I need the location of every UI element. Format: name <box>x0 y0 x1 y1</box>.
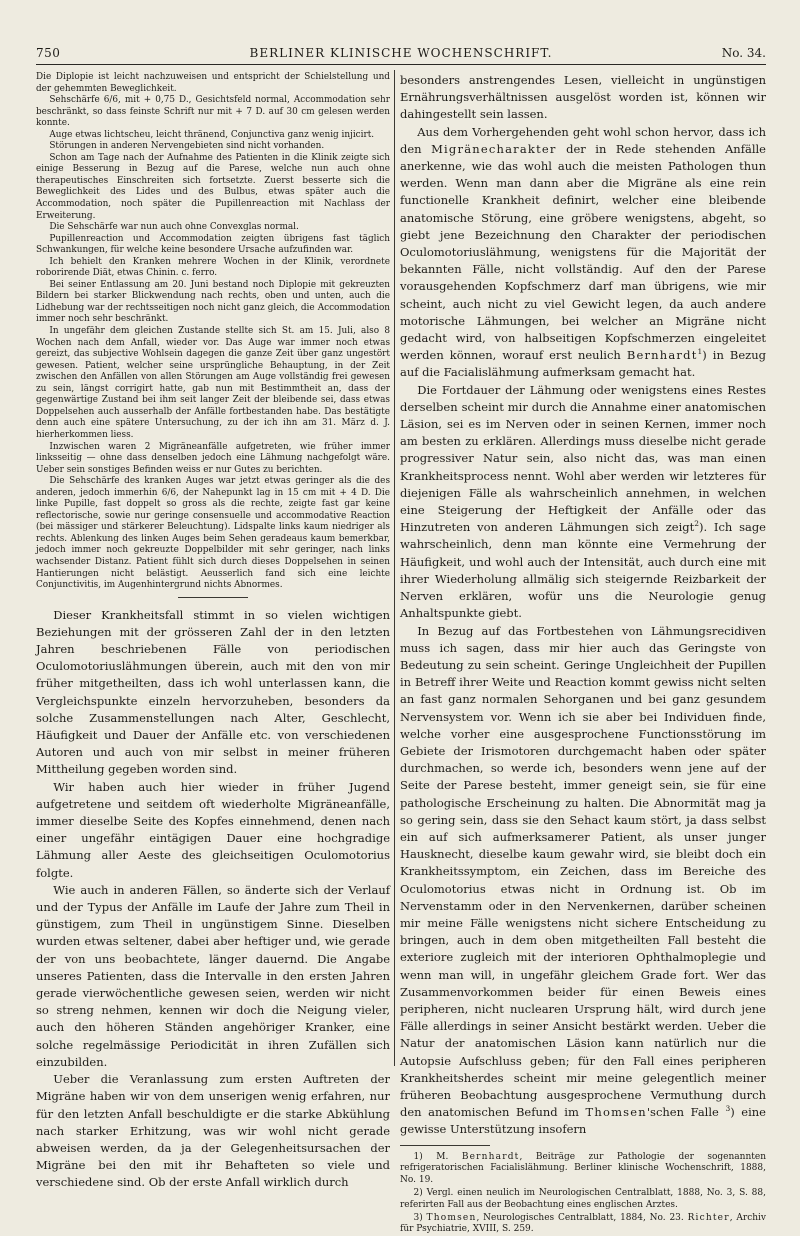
case-paragraph: Die Sehschärfe war nun auch ohne Convexglas normal. <box>49 222 299 233</box>
right-column <box>400 72 766 1236</box>
text-run: ). Ich sage wahrscheinlich, denn man könnte eine Vermehrung der Häufigkeit, und wohl auch der Intensität, auch durch eine mit ihrer Wiederholung allmälig sich steigernde Reizbarkeit der Nerven erklären, wofür uns die Neurologie genug Anhaltspunkte giebt. <box>400 520 766 621</box>
page-number: 750 <box>36 46 61 60</box>
body-paragraph: Dieser Krankheitsfall stimmt in so vielen wichtigen Beziehungen mit der grösseren Zahl der in den letzten Jahren beschriebenen Fälle von periodischen Oculomotoriuslähmungen überein, auch mit den von mir früher mitgetheilten, dass ich wohl unterlassen kann, die Vergleichspunkte einzeln hervorzuheben, besonders da solche Zusammenstellungen nach Alter, Geschlecht, Häufigkeit und Dauer der Anfälle etc. von verschiedenen Autoren und auch von mir selbst in meiner früheren Mittheilung gegeben worden sind. <box>36 607 390 777</box>
author-name: Richter <box>687 1212 730 1223</box>
running-header <box>36 42 766 65</box>
body-paragraph <box>400 623 766 1139</box>
text-run: , Archiv für Psychiatrie, XVIII, S. 259. <box>400 1212 766 1235</box>
case-paragraph: Pupillenreaction und Accommodation zeigten übrigens fast täglich Schwankungen, für welche keine besondere Ursache aufzufinden war. <box>36 233 390 256</box>
spaced-term: Migränecharakter <box>431 141 557 156</box>
case-paragraph: Störungen in anderen Nervengebieten sind nicht vorhanden. <box>49 141 325 152</box>
footnote <box>400 1152 766 1187</box>
author-name: Thomsen <box>585 1105 647 1120</box>
section-rule <box>178 597 248 598</box>
case-paragraph: Die Diplopie ist leicht nachzuweisen und entspricht der Schielstellung und der gehemmten Beweglichkeit. <box>36 72 390 94</box>
case-paragraph: Sehschärfe 6/6, mit + 0,75 D., Gesichtsfeld normal, Accommodation sehr beschränkt, so dass feinste Schrift nur mit + 7 D. auf 30 cm gelesen werden konnte. <box>36 95 390 129</box>
text-run: 3) <box>413 1212 427 1223</box>
text-run: , Neurologisches Centralblatt, 1884, No. 23. <box>476 1212 688 1223</box>
text-run: In Bezug auf das Fortbestehen von Lähmungsrecidiven muss ich sagen, dass mir hier auch das Geringste von Bedeutung zu sein scheint. Geringe Ungleichheit der Pupillen in Betreff ihrer Weite und Reaction kommt gewiss nicht selten an fast ganz normalen Sehorganen und bei ganz gesundem Nervensystem vor. Wenn ich sie aber bei Individuen finde, welche vorher eine ausgesprochene Functionsstörung im Gebiete der Irismotoren durchgemacht haben oder später durchmachen, so werde ich, besonders wenn jene auf der Seite der Parese besteht, immer geneigt sein, sie für eine pathologische Erscheinung zu halten. Die Abnormität mag ja so gering sein, dass sie den Sehact kaum stört, ja dass selbst ein auf sich aufmerksamerer Patient, als unser junger Hausknecht, dieselbe kaum gewahr wird, sie bleibt doch ein Krankheitssymptom, ein Zeichen, dass im Bereiche des Oculomotorius etwas nicht in Ordnung ist. Ob im Nervenstamm oder in den Nervenkernen, darüber scheinen mir meine Fälle wenigstens nicht sichere Entscheidung zu bringen, auch in dem oben mitgetheilten Fall besteht die exteriore zugleich mit der interioren Ophthalmoplegie und wenn man will, in ungefähr gleichem Grade fort. Wer das Zusammenvorkommen beider für einen Beweis eines peripheren, nicht nuclearen Ursprung hält, wird durch jene Fälle allerdings in seiner Ansicht bestärkt werden. Ueber die Natur der anatomischen Läsion kann natürlich nur die Autopsie Aufschluss geben; für den Fall eines peripheren Krankheitsherdes scheint mir meine gelegentlich meiner früheren Beobachtung ausgesprochene Vermuthung durch den anatomischen Befund im <box>400 623 766 1120</box>
case-paragraph: Bei seiner Entlassung am 20. Juni bestand noch Diplopie mit gekreuzten Bildern bei starker Blickwendung nach rechts, oben und unten, auch die Lidhebung war der rechtsseitigen noch nicht ganz gleich, die Accommodation immer noch sehr beschränkt. <box>36 279 390 325</box>
footnote: 2) Vergl. einen neulich im Neurologischen Centralblatt, 1888, No. 3, S. 88, referirten Fall aus der Beobachtung eines englischen Arztes. <box>400 1187 766 1210</box>
text-run: 'schen Falle <box>646 1105 726 1120</box>
author-name: Bernhardt <box>461 1151 520 1162</box>
footnote <box>400 1213 766 1236</box>
case-paragraph: Schon am Tage nach der Aufnahme des Patienten in die Klinik zeigte sich einige Besserung in Bezug auf die Parese, welche nun auch ohne therapeutisches Einschreiten sich fortsetzte. Zuerst besserte sich die Beweglichkeit des Lides und des Bulbus, etwas später auch die Accommodation, noch später die Pupillenreaction mit Nachlass der Erweiterung. <box>36 152 390 221</box>
left-column <box>36 72 390 1192</box>
discussion-text <box>36 607 390 1192</box>
footnotes <box>400 1152 766 1236</box>
case-report <box>36 72 390 592</box>
text-run: ) eine gewisse Unterstützung insofern <box>400 1105 766 1137</box>
text-run: 1) M. <box>413 1151 462 1162</box>
body-paragraph: Wie auch in anderen Fällen, so änderte sich der Verlauf und der Typus der Anfälle im Laufe der Jahre zum Theil in günstigem, zum Theil in ungünstigem Sinne. Dieselben wurden etwas seltener, dabei aber heftiger und, wie gerade der von uns beobachtete, länger dauernd. Die Angabe unseres Patienten, dass die Intervalle in den ersten Jahren gerade vierwöchentliche gewesen seien, werden wir nicht so streng nehmen, kennen wir doch die Neigung vieler, auch den höheren Ständen angehöriger Kranker, eine solche regelmässige Periodicität in ihren Zufällen sich einzubilden. <box>36 882 390 1069</box>
footnote-ref: 3 <box>725 1104 731 1114</box>
body-paragraph <box>400 124 766 382</box>
footnote-ref: 2 <box>694 519 700 529</box>
body-paragraph: besonders anstrengendes Lesen, vielleicht in ungünstigen Ernährungsverhältnissen ausgelöst worden ist, können wir dahingestellt sein lassen. <box>400 73 766 122</box>
text-run: Aus dem Vorhergehenden geht wohl schon hervor, dass ich den <box>400 124 766 156</box>
case-paragraph: Inzwischen waren 2 Migräneanfälle aufgetreten, wie früher immer linksseitig — ohne dass denselben jedoch eine Lähmung nachgefolgt wäre. Ueber sein sonstiges Befinden weiss er nur Gutes zu berichten. <box>36 441 390 475</box>
text-run: ) in Bezug auf die Facialislähmung aufmerksam gemacht hat. <box>400 348 766 380</box>
body-paragraph <box>400 382 766 623</box>
text-run: , Beiträge zur Pathologie der sogenannten refrigeratorischen Facialislähmung. Berliner klinische Wochenschrift, 1888, No. 19. <box>400 1151 766 1186</box>
case-paragraph: Die Sehschärfe des kranken Auges war jetzt etwas geringer als die des anderen, jedoch immerhin 6/6, der Nahepunkt lag in 15 cm mit + 4 D. Die linke Pupille, fast doppelt so gross als die rechte, zeigte fast gar keine reflectorische, sowie nur geringe consensuelle und accommodative Reaction (bei mässiger und stärkerer Beleuchtung). Lidspalte links kaum niedriger als rechts. Ablenkung des linken Auges beim Sehen geradeaus kaum bemerkbar, jedoch immer noch gekreuzte Doppelbilder mit sehr geringer, nach links wachsender Distanz. Patient fühlt sich durch dieses Doppelsehen in seinen Hantierungen nicht belästigt. Aeusserlich fand sich eine leichte Conjunctivitis, im Augenhintergrund nichts Abnormes. <box>36 476 390 591</box>
case-paragraph: Auge etwas lichtscheu, leicht thränend, Conjunctiva ganz wenig injicirt. <box>49 129 375 140</box>
author-name: Bernhardt <box>626 348 698 363</box>
text-run: Die Fortdauer der Lähmung oder wenigstens eines Restes derselben scheint mir durch die Annahme einer anatomischen Läsion, sei es im Nerven oder in seinen Kernen, immer noch am besten zu erklären. Allerdings muss dieselbe nicht gerade progressiver Natur sein, also nicht das, was man einen Krankheitsprocess nennt. Wohl aber werden wir letzteres für diejenigen Fälle als wahrscheinlich annehmen, in welchen eine Steigerung der Heftigkeit der Anfälle oder das Hinzutreten von anderen Lähmungen sich zeigt <box>400 382 766 535</box>
footnote-ref: 1 <box>697 347 703 357</box>
journal-title: BERLINER KLINISCHE WOCHENSCHRIFT. <box>249 46 553 60</box>
text-run: der in Rede stehenden Anfälle anerkenne, wie das wohl auch die meisten Pathologen thun werden. Wenn man dann aber die Migräne als eine rein functionelle Krankheit definirt, welcher eine bleibende anatomische Störung, eine gröbere wenigstens, abgeht, so giebt jene Bezeichnung den Charakter der periodischen Oculomotoriuslähmung, wenigstens für die Majorität der bekannten Fälle, nicht vollständig. Auf den der Parese vorausgehenden Kopfschmerz darf man übrigens, wie mir scheint, auch nicht zu viel Gewicht legen, da auch andere motorische Lähmungen, bei welcher an Migräne nicht gedacht wird, von halbseitigen Kopfschmerzen eingeleitet werden können, worauf erst neulich <box>400 141 766 363</box>
footnote-rule <box>400 1145 490 1146</box>
case-paragraph: In ungefähr dem gleichen Zustande stellte sich St. am 15. Juli, also 8 Wochen nach dem Anfall, wieder vor. Das Auge war immer noch etwas gereizt, das subjective Wohlsein dagegen die ganze Zeit über ganz ungestört gewesen. Patient, welcher seine ursprüngliche Behauptung, in der Zeit zwischen den Anfällen von allen Störungen am Auge vollständig frei gewesen zu sein, längst corrigirt hatte, gab nun mit Bestimmtheit an, dass der gegenwärtige Zustand bei ihm seit langer Zeit der bleibende sei, dass etwas Doppelsehen auch ausserhalb der Anfälle fortbestanden habe. Das bestätigte denn auch eine spätere Untersuchung, zu der ich ihn am 31. März d. J. hierherkommen liess. <box>36 326 390 440</box>
right-body <box>400 72 766 1139</box>
body-paragraph: Wir haben auch hier wieder in früher Jugend aufgetretene und seitdem oft wiederholte Migräneanfälle, immer dieselbe Seite des Kopfes einnehmend, denen nach einer ungefähr eintägigen Dauer eine hochgradige Lähmung aller Aeste des gleichseitigen Oculomotorius folgte. <box>36 779 390 880</box>
column-divider <box>394 70 395 1066</box>
case-paragraph: Ich behielt den Kranken mehrere Wochen in der Klinik, verordnete roborirende Diät, etwas Chinin. c. ferro. <box>36 256 390 279</box>
issue-number: No. 34. <box>721 46 766 60</box>
body-paragraph: Ueber die Veranlassung zum ersten Auftreten der Migräne haben wir von dem unserigen wenig erfahren, nur für den letzten Anfall beschuldigte er die starke Abkühlung nach starker Erhitzung, was wir wohl nicht gerade abweisen werden, da ja der Gelegenheitsursachen der Migräne bei den mit ihr Behafteten so viele und verschiedene sind. Ob der erste Anfall wirklich durch <box>36 1072 390 1190</box>
author-name: Thomsen <box>426 1212 477 1223</box>
